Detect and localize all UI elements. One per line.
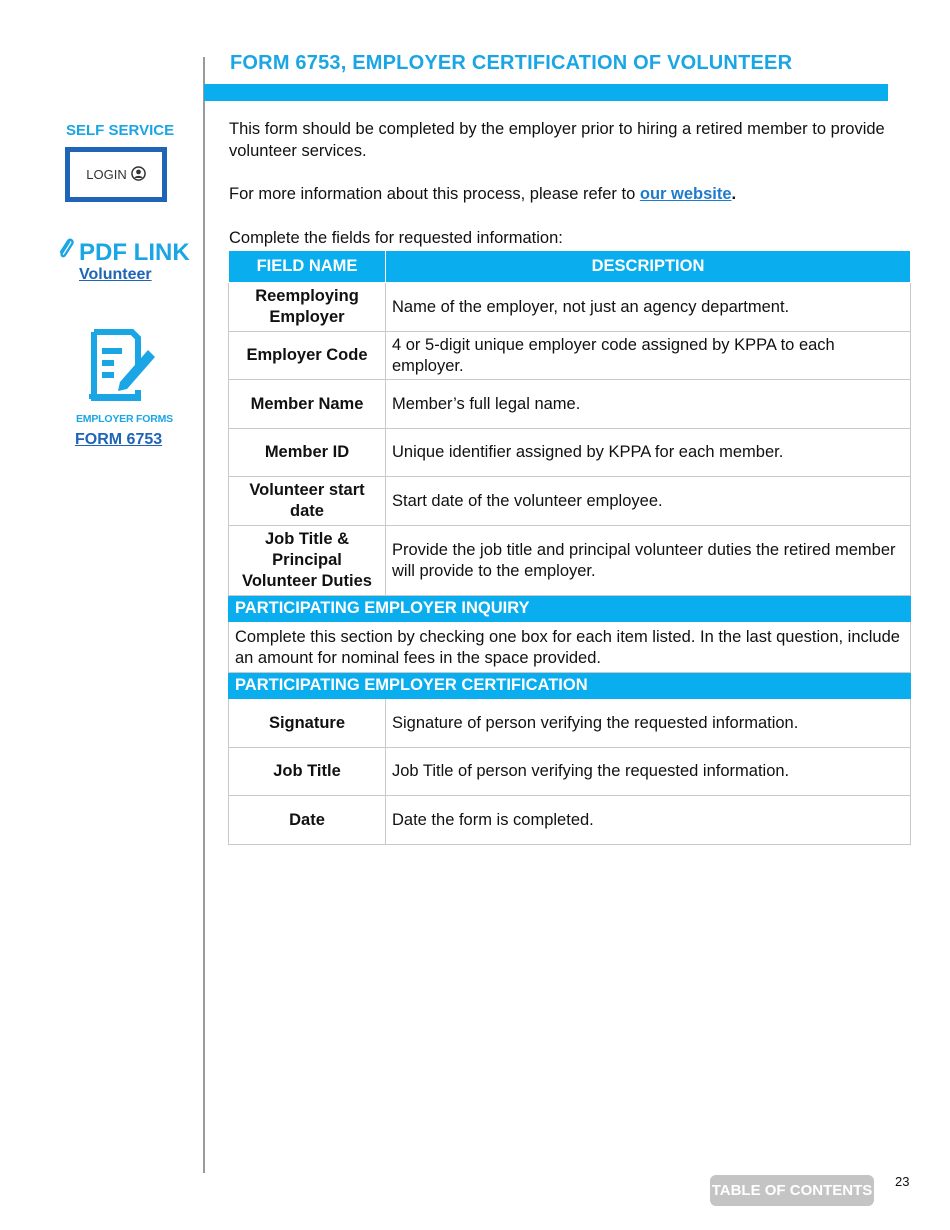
- field-cell: Member Name: [229, 380, 386, 429]
- table-row: [229, 748, 911, 796]
- paperclip-icon: [56, 236, 76, 269]
- field-cell: Reemploying Employer: [229, 283, 386, 332]
- fields-table: [228, 250, 911, 845]
- table-row: [229, 380, 911, 429]
- website-link[interactable]: our website: [639, 185, 732, 203]
- login-button[interactable]: [65, 147, 167, 202]
- description-cell: Name of the employer, not just an agency department.: [386, 283, 911, 332]
- page-number: 23: [895, 1174, 910, 1189]
- description-cell: Member’s full legal name.: [386, 380, 911, 429]
- field-cell: Job Title: [229, 748, 386, 796]
- self-service-label: SELF SERVICE: [66, 122, 175, 139]
- field-cell: Date: [229, 796, 386, 845]
- field-name-header: FIELD NAME: [229, 251, 386, 283]
- description-header: DESCRIPTION: [386, 251, 911, 283]
- pdf-link-label: PDF LINK: [79, 238, 190, 266]
- section-header-certification: [229, 673, 911, 699]
- table-row: [229, 283, 911, 332]
- table-row: [229, 796, 911, 845]
- description-cell: Start date of the volunteer employee.: [386, 477, 911, 526]
- description-cell: Date the form is completed.: [386, 796, 911, 845]
- title-bar: [204, 84, 888, 101]
- field-cell: Signature: [229, 699, 386, 748]
- table-row: [229, 332, 911, 380]
- table-intro: Complete the fields for requested information:: [229, 229, 563, 247]
- description-cell: Unique identifier assigned by KPPA for each member.: [386, 429, 911, 477]
- user-icon: [131, 166, 146, 184]
- pdf-link-volunteer[interactable]: Volunteer: [79, 266, 152, 283]
- info-text: For more information about this process, please refer to: [229, 185, 640, 203]
- vertical-divider: [203, 57, 205, 1173]
- field-cell: Employer Code: [229, 332, 386, 380]
- field-cell: Volunteer start date: [229, 477, 386, 526]
- field-cell: Job Title & Principal Volunteer Duties: [229, 526, 386, 596]
- employer-forms-label: EMPLOYER FORMS: [76, 413, 173, 425]
- table-row: [229, 699, 911, 748]
- page-title: FORM 6753, EMPLOYER CERTIFICATION OF VOLUNTEER: [230, 52, 793, 74]
- description-cell: 4 or 5-digit unique employer code assigned by KPPA to each employer.: [386, 332, 911, 380]
- section-note-row: [229, 622, 911, 673]
- field-cell: Member ID: [229, 429, 386, 477]
- info-paragraph: [229, 183, 736, 205]
- inquiry-note: Complete this section by checking one box for each item listed. In the last question, include an amount for nominal fees in the space provided.: [229, 622, 911, 673]
- certification-section-title: PARTICIPATING EMPLOYER CERTIFICATION: [229, 673, 911, 699]
- table-header-row: [229, 251, 911, 283]
- table-row: [229, 526, 911, 596]
- form-6753-link[interactable]: FORM 6753: [75, 431, 163, 448]
- employer-form-icon[interactable]: [86, 328, 158, 409]
- description-cell: Provide the job title and principal volunteer duties the retired member will provide to the employer.: [386, 526, 911, 596]
- table-row: [229, 429, 911, 477]
- pdf-link[interactable]: [56, 236, 190, 269]
- inquiry-section-title: PARTICIPATING EMPLOYER INQUIRY: [229, 596, 911, 622]
- intro-paragraph: This form should be completed by the employer prior to hiring a retired member to provide volunteer services.: [229, 120, 885, 160]
- login-label: LOGIN: [86, 167, 127, 182]
- description-cell: Signature of person verifying the requested information.: [386, 699, 911, 748]
- info-period: .: [731, 185, 737, 203]
- description-cell: Job Title of person verifying the requested information.: [386, 748, 911, 796]
- table-row: [229, 477, 911, 526]
- table-of-contents-button[interactable]: TABLE OF CONTENTS: [710, 1175, 874, 1206]
- section-header-inquiry: [229, 596, 911, 622]
